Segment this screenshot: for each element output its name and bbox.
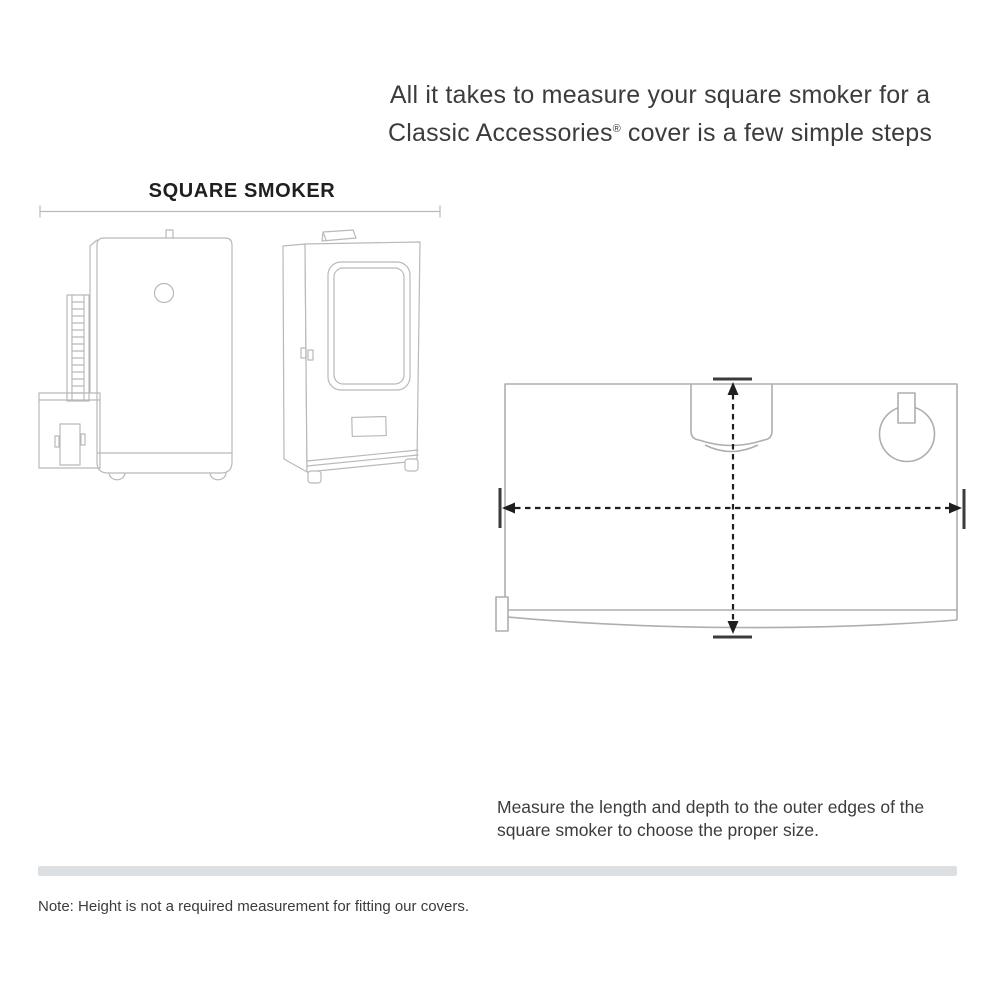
vent-damper-handle [898, 393, 915, 423]
side-hinge-tab [496, 597, 508, 631]
smoker-top-view-diagram [488, 368, 988, 653]
hopper-door [60, 424, 80, 465]
registered-mark: ® [612, 123, 621, 135]
body-depth-edge [90, 240, 97, 393]
instruction-line2: square smoker to choose the proper size. [497, 820, 819, 840]
hopper-box [39, 393, 100, 468]
divider-bar [38, 866, 957, 876]
smoker-body [97, 238, 232, 473]
ladder-frame [67, 295, 89, 401]
brand-name: Classic Accessories [387, 119, 613, 147]
note-text: Note: Height is not a required measurement for fitting our covers. [38, 898, 470, 915]
foot-left [109, 473, 125, 480]
heading-line2-suffix: cover is a few simple steps [620, 119, 933, 147]
hopper-handle-left [55, 436, 59, 447]
instruction-line1: Measure the length and depth to the outer edges of the [497, 797, 925, 817]
foot-right [210, 473, 226, 480]
foot-front-left [308, 471, 321, 483]
ladder-rungs [72, 302, 84, 393]
instruction-text [497, 796, 977, 842]
heading-line1: All it takes to measure your square smoker for a [389, 81, 931, 109]
page-title [330, 78, 990, 150]
smoker-front-view-drawing [38, 228, 238, 488]
chimney-icon [166, 230, 173, 238]
door-latch-icon [301, 348, 306, 358]
hopper-handle-right [81, 434, 85, 445]
top-handle-icon [322, 230, 356, 241]
section-label: SQUARE SMOKER [148, 180, 336, 202]
smoker-perspective-drawing [268, 228, 453, 490]
ladder-rails [72, 295, 84, 401]
heading-line2 [330, 112, 990, 150]
foot-front-right [405, 459, 418, 471]
width-extent-line [38, 203, 442, 219]
cabinet-front-face [305, 242, 420, 472]
top-outline-rect [505, 384, 957, 610]
